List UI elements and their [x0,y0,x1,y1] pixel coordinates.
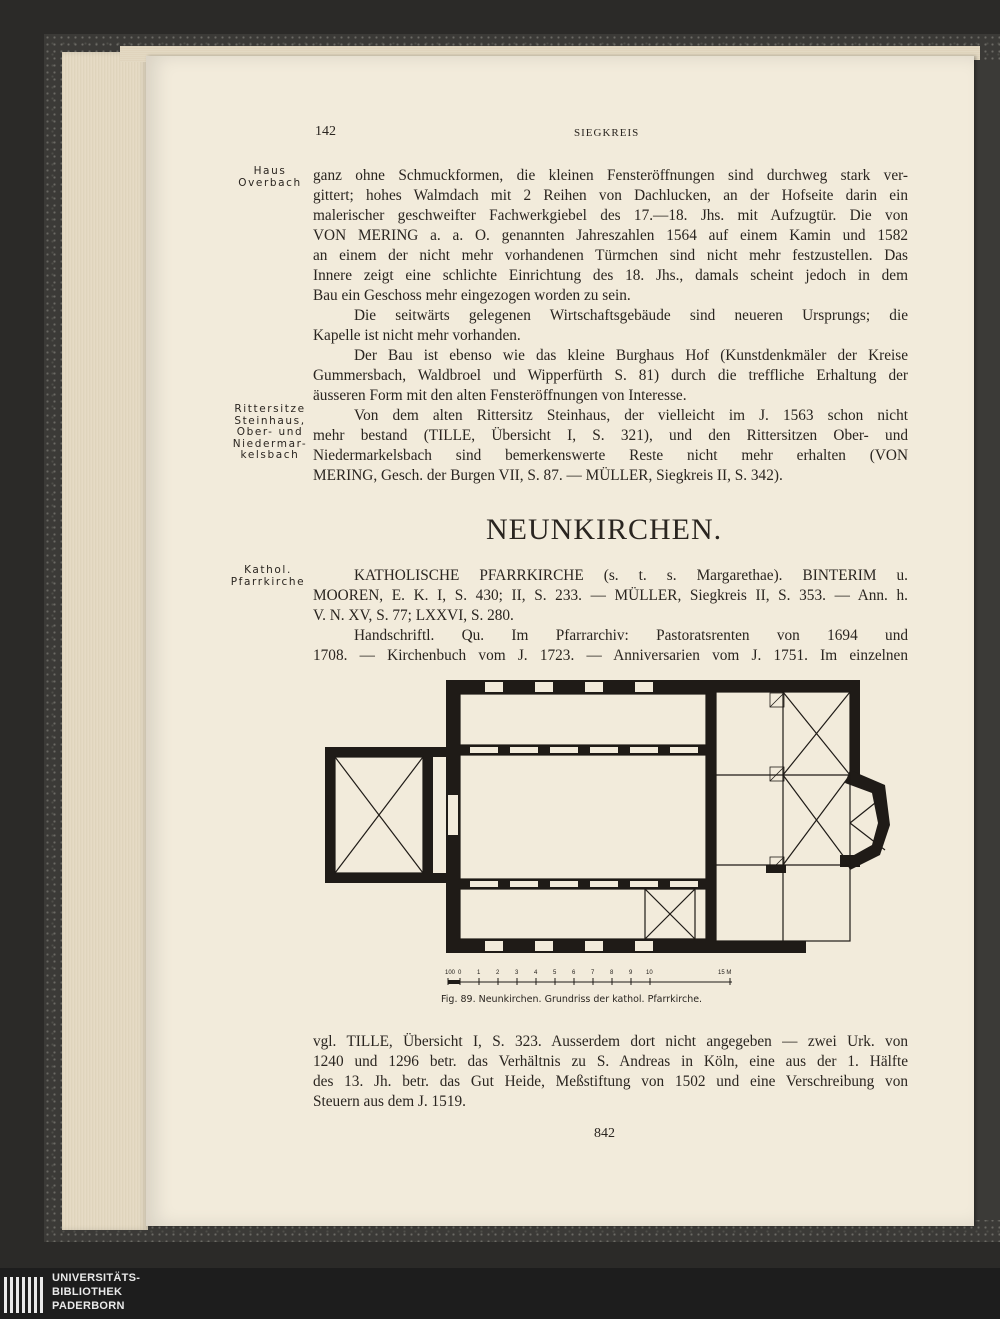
sidenote-line: Kathol. [244,564,292,576]
scale-bar [440,966,740,988]
body-line: MERING, Gesch. der Burgen VII, S. 87. — MÜLLER, Siegkreis II, S. 342). [313,467,783,484]
body-line: MOOREN, E. K. I, S. 430; II, S. 233. — MÜLLER, Siegkreis II, S. 353. — Ann. h. [313,587,908,604]
running-title: SIEGKREIS [574,127,640,139]
scale-label: 1 [477,970,481,976]
scale-label: 6 [572,970,576,976]
body-line: Handschriftl. Qu. Im Pfarrarchiv: Pastoratsrenten von 1694 und [354,627,908,644]
sidenote-line: kelsbach [240,449,300,461]
library-logo-text[interactable] [52,1271,140,1313]
body-line: Der Bau ist ebenso wie das kleine Burghaus Hof (Kunstdenkmäler der Kreise [354,347,908,364]
sidenote-line: Haus [253,165,287,177]
body-line: Gummersbach, Waldbroel und Wipperfürth S. 81) durch die treffliche Erhaltung der [313,367,908,384]
scale-label: 0 [458,970,462,976]
scale-label: 15 M [718,970,732,976]
logo-line: BIBLIOTHEK [52,1286,123,1298]
sidenote-line: Overbach [238,176,302,189]
page-edges [62,52,148,1230]
body-line: mehr bestand (TILLE, Übersicht I, S. 321), und den Rittersitzen Ober- und [313,427,908,444]
sidenote-haus-overbach [230,166,310,189]
body-line: ganz ohne Schmuckformen, die kleinen Fensteröffnungen sind durchweg stark ver- [313,167,908,184]
body-line: Die seitwärts gelegenen Wirtschaftsgebäude sind neueren Ursprungs; die [354,307,908,324]
logo-line: PADERBORN [52,1300,125,1312]
body-line: malerischer geschweifter Fachwerkgiebel des 17.—18. Jhs. mit Aufzugtür. Die von [313,207,908,224]
cover-right [974,60,1000,1220]
sidenote-rittersitze [228,404,312,462]
scale-label: 2 [496,970,500,976]
sidenote-line: Niedermar- [232,437,308,450]
body-line: 1708. — Kirchenbuch vom J. 1723. — Anniversarien vom J. 1751. Im einzelnen [313,647,908,664]
body-line: an einem der nicht mehr vorhandenen Türmchen sind nicht mehr festzustellen. Das [313,247,908,264]
body-line: 1240 und 1296 betr. das Verhältnis zu S. Andreas in Köln, eine aus der 1. Hälfte [313,1053,908,1070]
library-footer [0,1268,1000,1319]
body-line: Kapelle ist nicht mehr vorhanden. [313,327,521,344]
body-line: äusseren Form mit den alten Fensteröffnungen von Interesse. [313,387,687,404]
scale-label: 7 [591,970,595,976]
figure-caption: Fig. 89. Neunkirchen. Grundriss der kathol. Pfarrkirche. [441,994,703,1005]
body-line: Niedermarkelsbach sind bemerkenswerte Reste nicht mehr erhalten (VON [313,447,908,464]
sidenote-line: Pfarrkirche [230,575,306,588]
scale-label: 3 [515,970,519,976]
body-line: Bau ein Geschoss mehr eingezogen worden zu sein. [313,287,631,304]
sidenote-line: Steinhaus, [234,414,306,427]
scale-label: 5 [553,970,557,976]
page-number: 142 [315,124,336,139]
scale-label: 100 [445,970,456,976]
floor-plan-figure [320,675,900,960]
sidenote-line: Rittersitze [234,403,306,415]
section-heading: NEUNKIRCHEN. [486,513,723,546]
body-line: Von dem alten Rittersitz Steinhaus, der vielleicht im J. 1563 schon nicht [354,407,908,424]
logo-line: UNIVERSITÄTS- [52,1272,141,1284]
body-line: vgl. TILLE, Übersicht I, S. 323. Ausserdem dort nicht angegeben — zwei Urk. von [313,1033,908,1050]
body-line: gittert; hohes Walmdach mit 2 Reihen von Dachlucken, an der Hofseite darin ein [313,187,908,204]
body-line: KATHOLISCHE PFARRKIRCHE (s. t. s. Margarethae). BINTERIM u. [354,567,908,584]
scale-label: 8 [610,970,614,976]
body-line: VON MERING a. a. O. genannten Jahreszahlen 1564 auf einem Kamin und 1582 [313,227,908,244]
scale-label: 9 [629,970,633,976]
body-line: V. N. XV, S. 77; LXXVI, S. 280. [313,607,514,624]
library-logo-icon [4,1273,44,1313]
body-line: Innere zeigt eine schlichte Einrichtung des 18. Jhs., damals scheint jedoch in dem [313,267,908,284]
scale-label: 10 [646,970,653,976]
sidenote-kathol-pfarrkirche [226,565,310,588]
body-line: Steuern aus dem J. 1519. [313,1093,466,1110]
sheet-number: 842 [594,1126,615,1141]
scale-label: 4 [534,970,538,976]
sidenote-line: Ober- und [236,426,304,438]
body-line: des 13. Jh. betr. das Gut Heide, Meßstiftung von 1502 und eine Verschreibung von [313,1073,908,1090]
